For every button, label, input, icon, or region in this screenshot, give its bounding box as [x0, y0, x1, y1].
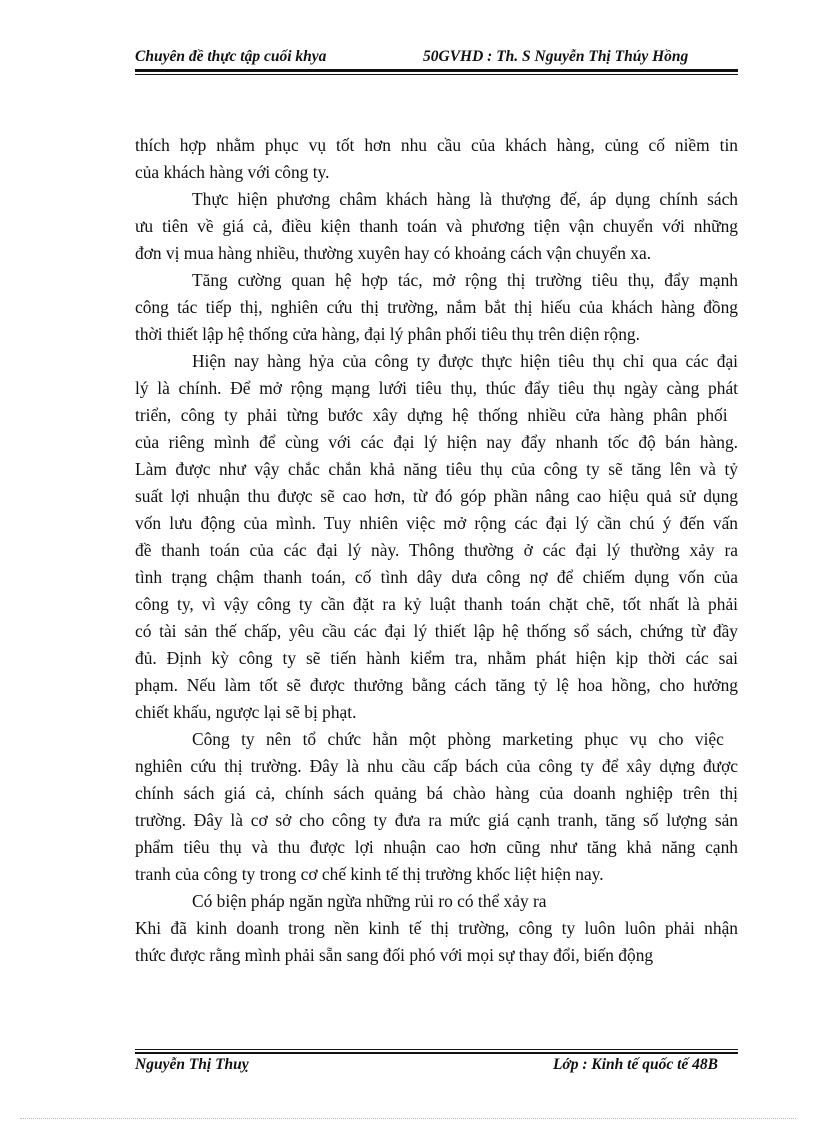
- text-line: đề thanh toán của các đại lý này. Thông thường ở các đại lý thường xảy ra: [135, 540, 738, 560]
- text-line: vốn lưu động của mình. Tuy nhiên việc mở rộng các đại lý cần chú ý đến vấn: [135, 513, 738, 533]
- text-line: công tác tiếp thị, nghiên cứu thị trường, nắm bắt thị hiếu của khách hàng đồng: [135, 297, 738, 317]
- header-document-title: Chuyên đề thực tập cuối khya: [135, 48, 327, 65]
- header-rule-thin: [135, 74, 738, 75]
- text-line: Khi đã kinh doanh trong nền kinh tế thị trường, công ty luôn luôn phải nhận: [135, 918, 738, 938]
- header-rule-thick: [135, 69, 738, 72]
- paragraph-first-line: Có biện pháp ngăn ngừa những rủi ro có thể xảy ra: [192, 891, 547, 911]
- text-line: chính sách giá cả, chính sách quảng bá chào hàng của doanh nghiệp trên thị: [135, 783, 738, 803]
- text-line: thích hợp nhằm phục vụ tốt hơn nhu cầu của khách hàng, củng cố niềm tin: [135, 135, 738, 155]
- footer-rule-thin: [135, 1049, 738, 1050]
- paragraph-first-line: Thực hiện phương châm khách hàng là thượng đế, áp dụng chính sách: [192, 189, 738, 209]
- text-line: trường. Đây là cơ sở cho công ty đưa ra mức giá cạnh tranh, tăng số lượng sản: [135, 810, 738, 830]
- text-line: nghiên cứu thị trường. Đây là nhu cầu cấp bách của công ty để xây dựng được: [135, 756, 738, 776]
- footer-class: Lớp : Kinh tế quốc tế 48B: [552, 1056, 718, 1073]
- footer-rule-thick: [135, 1052, 738, 1054]
- text-line: đủ. Định kỳ công ty sẽ tiến hành kiểm tra, nhằm phát hiện kịp thời các sai: [135, 648, 738, 668]
- text-line: Làm được như vậy chắc chắn khả năng tiêu thụ của công ty sẽ tăng lên và tỷ: [135, 459, 738, 479]
- text-line: triển, công ty phải từng bước xây dựng hệ thống nhiều cửa hàng phân phối: [135, 405, 728, 425]
- text-line: lý là chính. Để mở rộng mạng lưới tiêu thụ, thúc đẩy tiêu thụ ngày càng phát: [135, 378, 738, 398]
- text-line: của khách hàng với công ty.: [135, 162, 330, 182]
- text-line: của riêng mình để cùng với các đại lý hiện nay đẩy nhanh tốc độ bán hàng.: [135, 432, 738, 452]
- text-line: thời thiết lập hệ thống cửa hàng, đại lý phân phối tiêu thụ trên diện rộng.: [135, 324, 640, 344]
- page-edge-divider: [20, 1118, 796, 1119]
- text-line: tranh của công ty trong cơ chế kinh tế thị trường khốc liệt hiện nay.: [135, 864, 604, 884]
- text-line: có tài sản thế chấp, yêu cầu các đại lý thiết lập hệ thống sổ sách, chứng từ đầy: [135, 621, 738, 641]
- footer-author: Nguyễn Thị Thuỵ: [135, 1056, 249, 1073]
- text-line: thức được rằng mình phải sẵn sang đối phó với mọi sự thay đổi, biến động: [135, 945, 654, 965]
- text-line: phạm. Nếu làm tốt sẽ được thưởng bằng cách tăng tỷ lệ hoa hồng, cho hưởng: [135, 675, 738, 695]
- paragraph-first-line: Công ty nên tổ chức hẳn một phòng marketing phục vụ cho việc: [192, 729, 724, 749]
- paragraph-first-line: Hiện nay hàng hỷa của công ty được thực hiện tiêu thụ chỉ qua các đại: [192, 351, 738, 371]
- text-line: chiết khấu, ngược lại sẽ bị phạt.: [135, 702, 357, 722]
- text-line: đơn vị mua hàng nhiều, thường xuyên hay có khoảng cách vận chuyển xa.: [135, 243, 652, 263]
- page-footer: [135, 1056, 738, 1080]
- text-line: ưu tiên về giá cả, điều kiện thanh toán và phương tiện vận chuyển với những: [135, 216, 738, 236]
- text-line: tình trạng chậm thanh toán, cố tình dây dưa công nợ để chiếm dụng vốn của: [135, 567, 738, 587]
- paragraph-first-line: Tăng cường quan hệ hợp tác, mở rộng thị trường tiêu thụ, đẩy mạnh: [192, 270, 738, 290]
- body-text: [135, 132, 738, 969]
- text-line: suất lợi nhuận thu được sẽ cao hơn, từ đó góp phần nâng cao hiệu quả sử dụng: [135, 486, 738, 506]
- text-line: phẩm tiêu thụ và thu được lợi nhuận cao hơn cũng như tăng khả năng cạnh: [135, 837, 738, 857]
- text-line: công ty, vì vậy công ty cần đặt ra kỷ luật thanh toán chặt chẽ, tốt nhất là phải: [135, 594, 738, 614]
- header-advisor: 50GVHD : Th. S Nguyễn Thị Thúy Hồng: [423, 48, 689, 65]
